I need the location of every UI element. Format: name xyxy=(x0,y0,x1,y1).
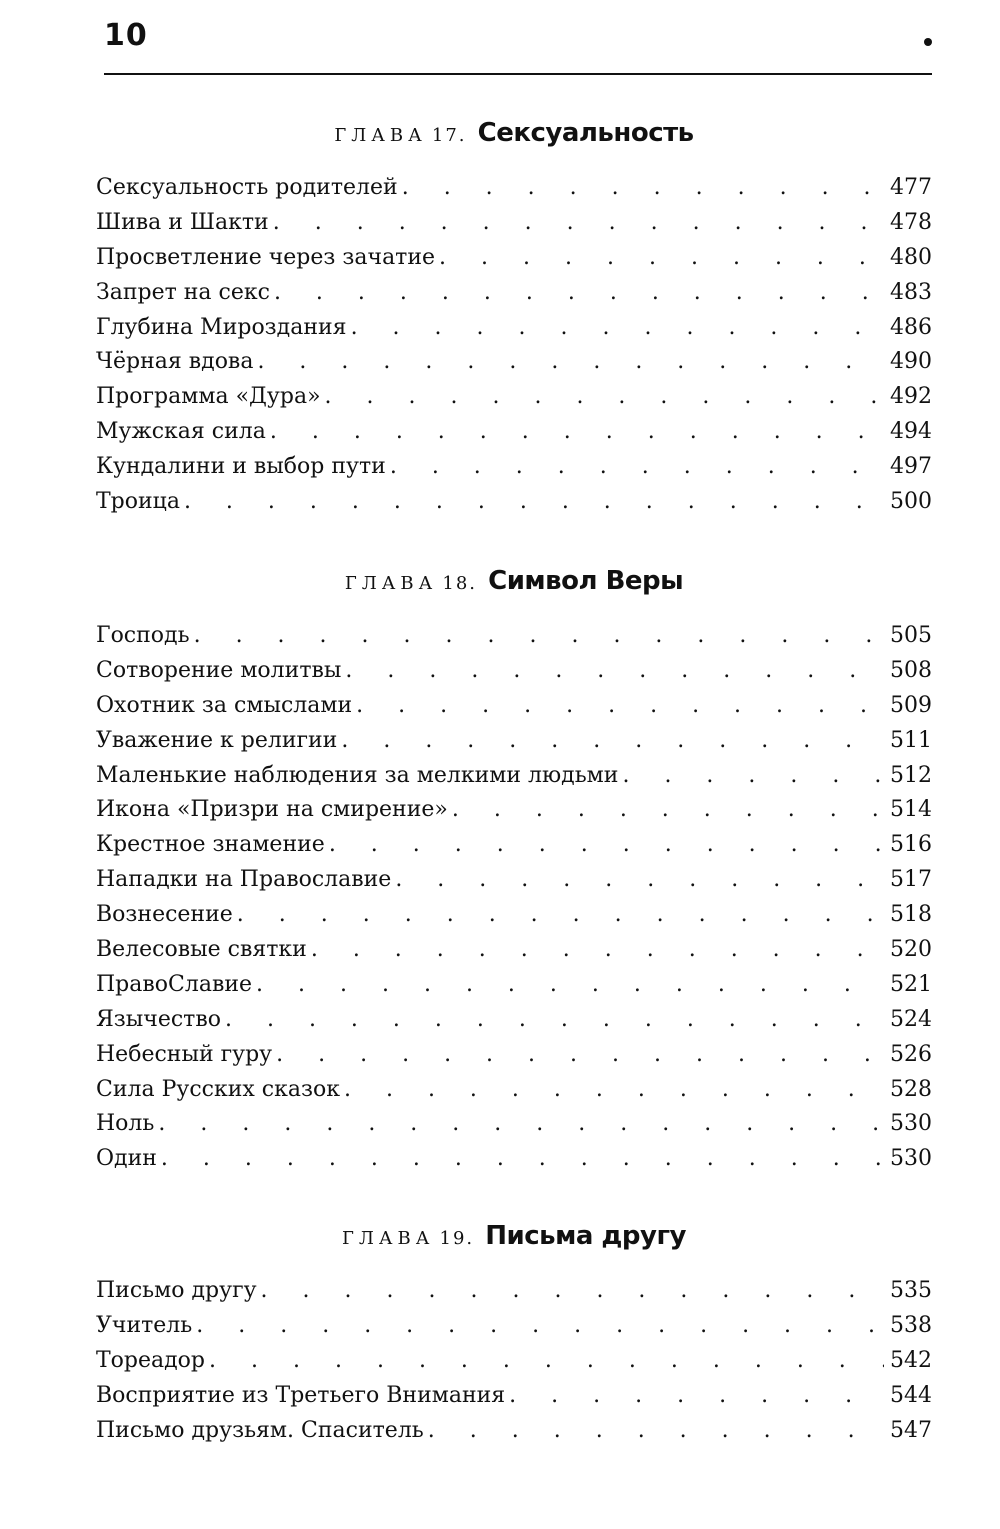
toc-entry-title: Учитель xyxy=(96,1312,193,1338)
dot-leader xyxy=(184,485,884,520)
chapter-label: ГЛАВА xyxy=(341,1228,435,1249)
toc-entry-title: Язычество xyxy=(96,1006,221,1032)
dot-leader xyxy=(276,1038,884,1073)
toc-entry[interactable] xyxy=(96,450,932,485)
toc-entry-page: 521 xyxy=(890,971,932,997)
toc-entry[interactable] xyxy=(96,793,932,828)
toc-entry-title: Нападки на Православие xyxy=(96,867,392,893)
chapter-number: 19. xyxy=(439,1228,475,1249)
toc-entry-page: 524 xyxy=(890,1006,932,1032)
toc-entry[interactable] xyxy=(96,1344,932,1379)
toc-entry-title: Письмо друзьям. Спаситель xyxy=(96,1417,424,1443)
toc-entry[interactable] xyxy=(96,415,932,450)
toc-entry[interactable] xyxy=(96,1379,932,1414)
toc-entry-title: Господь xyxy=(96,623,190,648)
dot-leader xyxy=(356,689,884,724)
toc-entry-page: 492 xyxy=(890,384,932,410)
toc-entry-title: Маленькие наблюдения за мелкими людьми xyxy=(96,762,619,788)
toc-entry-title: Икона «Призри на смирение» xyxy=(96,797,448,823)
toc-entry-page: 512 xyxy=(890,762,932,788)
toc-entry-title: Небесный гуру xyxy=(96,1041,273,1067)
header-rule xyxy=(104,73,932,75)
toc-entry[interactable] xyxy=(96,1142,932,1177)
toc-entry-title: Восприятие из Третьего Внимания xyxy=(96,1382,506,1408)
toc-entry[interactable] xyxy=(96,759,932,794)
chapter-number: 18. xyxy=(442,573,478,594)
toc-entry-page: 505 xyxy=(890,623,932,648)
dot-leader xyxy=(345,654,884,689)
toc-list xyxy=(96,619,932,1177)
toc-entry-page: 542 xyxy=(890,1347,932,1373)
toc-entry[interactable] xyxy=(96,206,932,241)
dot-leader xyxy=(402,171,884,206)
toc-entry-title: Один xyxy=(96,1146,157,1172)
toc-entry[interactable] xyxy=(96,171,932,206)
chapter-title: Письма другу xyxy=(485,1221,687,1251)
toc-entry[interactable] xyxy=(96,898,932,933)
dot-leader xyxy=(256,968,884,1003)
chapter-title: Сексуальность xyxy=(477,118,694,148)
toc-entry-title: Шива и Шакти xyxy=(96,209,269,235)
bullet-dot-icon xyxy=(924,38,932,46)
chapter-19 xyxy=(96,1216,932,1448)
dot-leader xyxy=(329,828,884,863)
toc-entry-title: ПравоСлавие xyxy=(96,971,253,997)
dot-leader xyxy=(622,759,884,794)
chapter-18 xyxy=(96,561,932,1177)
toc-entry-title: Уважение к религии xyxy=(96,727,338,753)
toc-entry-title: Запрет на секс xyxy=(96,279,270,305)
toc-entry[interactable] xyxy=(96,828,932,863)
dot-leader xyxy=(225,1003,884,1038)
chapter-heading xyxy=(96,113,932,153)
dot-leader xyxy=(194,619,884,654)
toc-entry-title: Ноль xyxy=(96,1111,155,1137)
toc-entry-title: Просветление через зачатие xyxy=(96,244,436,270)
toc-list xyxy=(96,1274,932,1448)
toc-entry[interactable] xyxy=(96,968,932,1003)
toc-entry-title: Глубина Мироздания xyxy=(96,314,347,340)
dot-leader xyxy=(274,276,884,311)
toc-entry-page: 535 xyxy=(890,1278,932,1303)
toc-entry-page: 526 xyxy=(890,1041,932,1067)
dot-leader xyxy=(257,345,884,380)
chapter-label: ГЛАВА xyxy=(334,125,427,146)
dot-leader xyxy=(344,1073,884,1108)
toc-entry[interactable] xyxy=(96,1107,932,1142)
chapter-label: ГЛАВА xyxy=(344,573,438,594)
toc-entry[interactable] xyxy=(96,724,932,759)
toc-entry[interactable] xyxy=(96,345,932,380)
toc-entry-page: 530 xyxy=(890,1111,932,1137)
dot-leader xyxy=(237,898,884,933)
toc-entry[interactable] xyxy=(96,863,932,898)
toc-entry-page: 514 xyxy=(890,797,932,823)
dot-leader xyxy=(395,863,884,898)
chapter-heading xyxy=(96,1216,932,1256)
page-number: 10 xyxy=(104,18,148,53)
toc-entry-title: Мужская сила xyxy=(96,419,266,445)
dot-leader xyxy=(261,1274,884,1309)
page-header xyxy=(104,18,932,74)
toc-entry[interactable] xyxy=(96,689,932,724)
toc-entry[interactable] xyxy=(96,311,932,346)
toc-entry-title: Сексуальность родителей xyxy=(96,175,398,200)
toc-entry-page: 508 xyxy=(890,657,932,683)
toc-entry-page: 494 xyxy=(890,419,932,445)
toc-entry[interactable] xyxy=(96,1073,932,1108)
toc-entry-page: 478 xyxy=(890,209,932,235)
toc-entry[interactable] xyxy=(96,1003,932,1038)
toc-entry-page: 486 xyxy=(890,314,932,340)
toc-entry[interactable] xyxy=(96,1274,932,1309)
toc-entry[interactable] xyxy=(96,1414,932,1449)
toc-entry-title: Велесовые святки xyxy=(96,937,307,963)
toc-entry[interactable] xyxy=(96,1038,932,1073)
toc-entry-title: Крестное знамение xyxy=(96,832,325,858)
dot-leader xyxy=(351,311,884,346)
dot-leader xyxy=(158,1107,884,1142)
chapter-number: 17. xyxy=(431,125,467,146)
toc-entry-title: Троица xyxy=(96,489,180,515)
toc-entry-title: Сотворение молитвы xyxy=(96,657,342,683)
toc-entry-title: Письмо другу xyxy=(96,1278,257,1303)
toc-entry-page: 547 xyxy=(890,1417,932,1443)
toc-entry-page: 520 xyxy=(890,937,932,963)
chapter-title: Символ Веры xyxy=(488,566,684,596)
toc-entry-page: 516 xyxy=(890,832,932,858)
dot-leader xyxy=(325,380,884,415)
toc-entry-title: Тореадор xyxy=(96,1347,206,1373)
dot-leader xyxy=(509,1379,884,1414)
toc-entry-title: Чёрная вдова xyxy=(96,349,254,375)
toc-entry-page: 544 xyxy=(890,1382,932,1408)
toc-entry-page: 517 xyxy=(890,867,932,893)
toc-entry-title: Сила Русских сказок xyxy=(96,1076,340,1102)
toc-entry[interactable] xyxy=(96,654,932,689)
toc-entry-title: Кундалини и выбор пути xyxy=(96,454,386,480)
toc-entry-page: 530 xyxy=(890,1146,932,1172)
toc-entry-title: Вознесение xyxy=(96,902,233,928)
dot-leader xyxy=(390,450,884,485)
toc-entry-page: 538 xyxy=(890,1312,932,1338)
dot-leader xyxy=(341,724,884,759)
toc-entry-page: 483 xyxy=(890,279,932,305)
toc-entry-page: 480 xyxy=(890,244,932,270)
chapter-17 xyxy=(96,113,932,520)
toc-entry-title: Охотник за смыслами xyxy=(96,692,353,718)
toc-entry-page: 511 xyxy=(890,727,932,753)
dot-leader xyxy=(452,793,884,828)
dot-leader xyxy=(273,206,884,241)
dot-leader xyxy=(428,1414,884,1449)
toc-entry-page: 528 xyxy=(890,1076,932,1102)
dot-leader xyxy=(209,1344,884,1379)
toc-entry-title: Программа «Дура» xyxy=(96,384,321,410)
toc-entry[interactable] xyxy=(96,241,932,276)
toc-entry-page: 500 xyxy=(890,489,932,515)
chapter-heading xyxy=(96,561,932,601)
toc-entry[interactable] xyxy=(96,380,932,415)
toc-entry-page: 518 xyxy=(890,902,932,928)
toc-entry-page: 509 xyxy=(890,692,932,718)
dot-leader xyxy=(311,933,884,968)
dot-leader xyxy=(270,415,884,450)
toc-entry[interactable] xyxy=(96,933,932,968)
toc-entry-page: 497 xyxy=(890,454,932,480)
toc-entry[interactable] xyxy=(96,619,932,654)
dot-leader xyxy=(439,241,884,276)
dot-leader xyxy=(161,1142,884,1177)
toc-entry-page: 477 xyxy=(890,175,932,200)
toc-entry[interactable] xyxy=(96,276,932,311)
toc-list xyxy=(96,171,932,520)
toc-entry[interactable] xyxy=(96,1309,932,1344)
toc-entry-page: 490 xyxy=(890,349,932,375)
dot-leader xyxy=(196,1309,884,1344)
toc-entry[interactable] xyxy=(96,485,932,520)
